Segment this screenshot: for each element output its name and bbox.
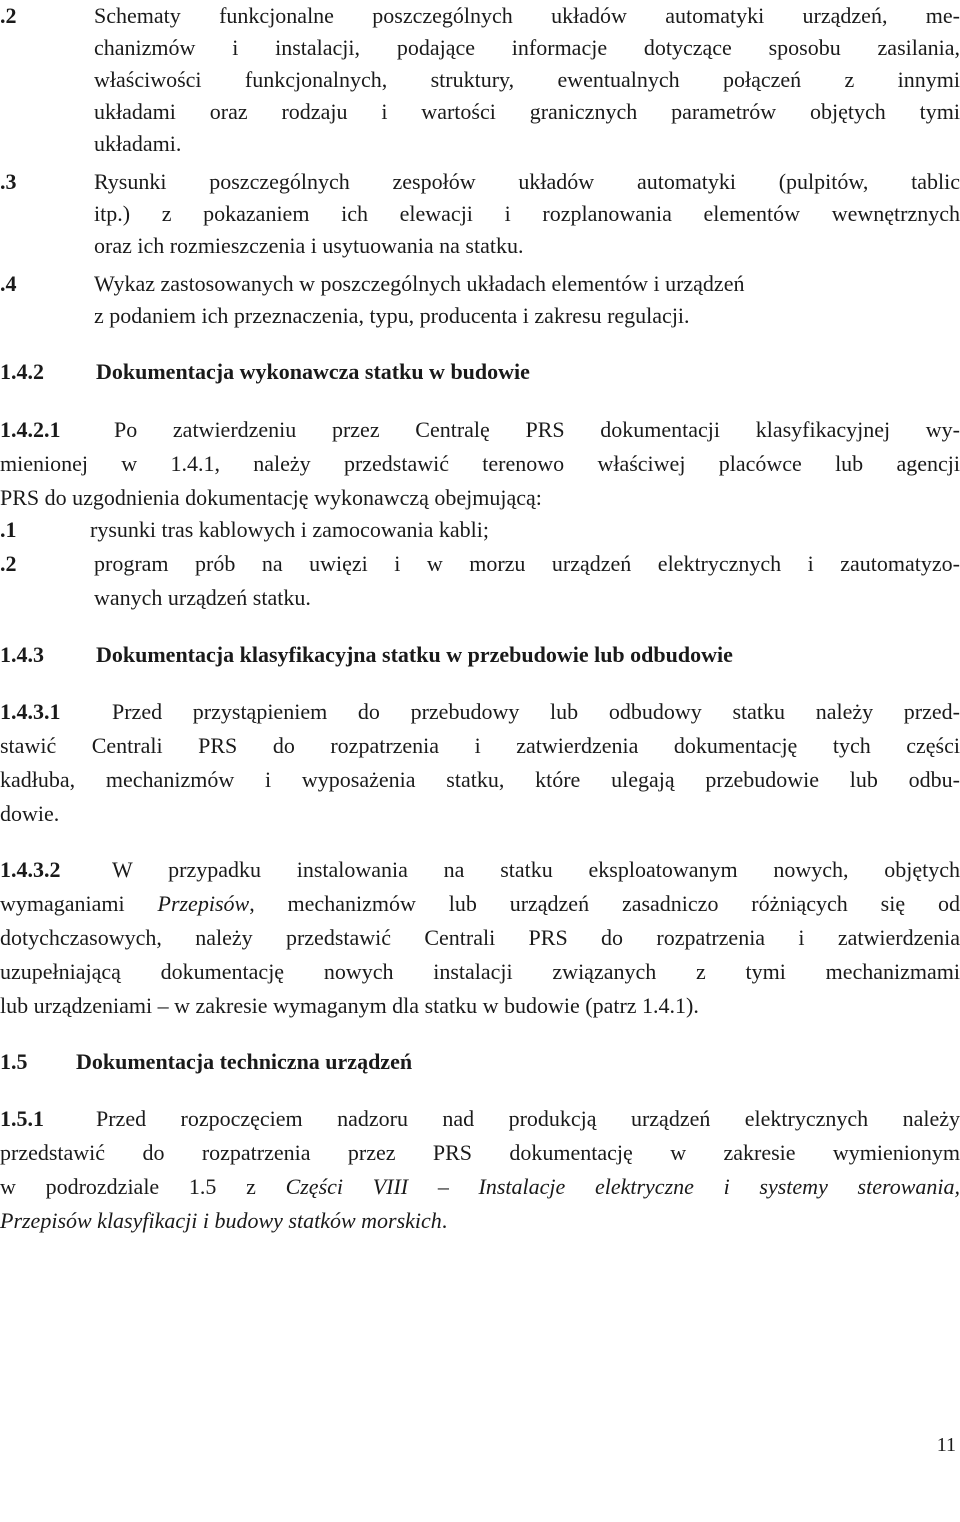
text-line: układami oraz rodzaju i wartości granicznych parametrów objętych tymi [94, 99, 960, 124]
text-line: lub urządzeniami – w zakresie wymaganym dla statku w budowie (patrz 1.4.1). [0, 993, 699, 1018]
text-line: chanizmów i instalacji, podające informacje dotyczące sposobu zasilania, [94, 35, 960, 60]
page-number: 11 [936, 1434, 956, 1456]
text-line: dotychczasowych, należy przedstawić Centrali PRS do rozpatrzenia i zatwierdzenia [0, 925, 960, 950]
item-number: .2 [0, 3, 17, 28]
text-line: układami. [94, 131, 182, 156]
item-number: .4 [0, 271, 17, 296]
section-heading [0, 641, 960, 669]
paragraph-number: 1.4.3.1 [0, 699, 61, 724]
text-line: oraz ich rozmieszczenia i usytuowania na statku. [94, 233, 524, 258]
text-line: kadłuba, mechanizmów i wyposażenia statku, które ulegają przebudowie lub odbu- [0, 767, 960, 792]
section-heading [0, 358, 960, 386]
section-heading [0, 1048, 960, 1076]
list-item: .4 Wykaz zastosowanych w poszczególnych układach elementów i urządzeń [0, 271, 745, 296]
list-item: .3 Rysunki poszczególnych zespołów układów automatyki (pulpitów, tablic [0, 169, 960, 194]
item-number: .2 [0, 551, 17, 576]
paragraph-number: 1.5.1 [0, 1106, 44, 1131]
section-number: 1.4.2 [0, 359, 44, 384]
text-line: z podaniem ich przeznaczenia, typu, producenta i zakresu regulacji. [94, 303, 690, 328]
text-line: itp.) z pokazaniem ich elewacji i rozplanowania elementów wewnętrznych [94, 201, 960, 226]
item-number: .1 [0, 517, 17, 542]
list-item: .1 rysunki tras kablowych i zamocowania kabli; [0, 517, 489, 542]
text-line: mienionej w 1.4.1, należy przedstawić terenowo właściwej placówce lub agencji [0, 451, 960, 476]
text-line: Przepisów klasyfikacji i budowy statków morskich. [0, 1208, 448, 1233]
text-line: właściwości funkcjonalnych, struktury, ewentualnych połączeń z innymi [94, 67, 960, 92]
list-item: .2 Schematy funkcjonalne poszczególnych układów automatyki urządzeń, me- [0, 3, 960, 28]
text-line: dowie. [0, 801, 60, 826]
paragraph-number: 1.4.3.2 [0, 857, 61, 882]
text-line: stawić Centrali PRS do rozpatrzenia i zatwierdzenia dokumentację tych części [0, 733, 960, 758]
section-number: 1.4.3 [0, 642, 44, 667]
text-line: wanych urządzeń statku. [94, 585, 311, 610]
section-number: 1.5 [0, 1049, 28, 1074]
paragraph: 1.4.3.2 W przypadku instalowania na statku eksploatowanym nowych, objętych [0, 857, 960, 882]
section-title: Dokumentacja wykonawcza statku w budowie [96, 359, 530, 384]
paragraph-number: 1.4.2.1 [0, 417, 61, 442]
paragraph: 1.5.1 Przed rozpoczęciem nadzoru nad produkcją urządzeń elektrycznych należy [0, 1106, 960, 1131]
paragraph: 1.4.2.1 Po zatwierdzeniu przez Centralę PRS dokumentacji klasyfikacyjnej wy- [0, 417, 960, 442]
section-title: Dokumentacja techniczna urządzeń [76, 1049, 413, 1074]
text-line: wymaganiami Przepisów, mechanizmów lub urządzeń zasadniczo różniących się od [0, 891, 960, 916]
section-title: Dokumentacja klasyfikacyjna statku w przebudowie lub odbudowie [96, 642, 733, 667]
text-line: uzupełniającą dokumentację nowych instalacji związanych z tymi mechanizmami [0, 959, 960, 984]
text-line: PRS do uzgodnienia dokumentację wykonawczą obejmującą: [0, 485, 542, 510]
text-line: przedstawić do rozpatrzenia przez PRS dokumentację w zakresie wymienionym [0, 1140, 960, 1165]
text-line: w podrozdziale 1.5 z Części VIII – Instalacje elektryczne i systemy sterowania, [0, 1174, 960, 1199]
item-number: .3 [0, 169, 17, 194]
list-item: .2 program prób na uwięzi i w morzu urządzeń elektrycznych i zautomatyzo- [0, 551, 960, 576]
paragraph: 1.4.3.1 Przed przystąpieniem do przebudowy lub odbudowy statku należy przed- [0, 699, 960, 724]
